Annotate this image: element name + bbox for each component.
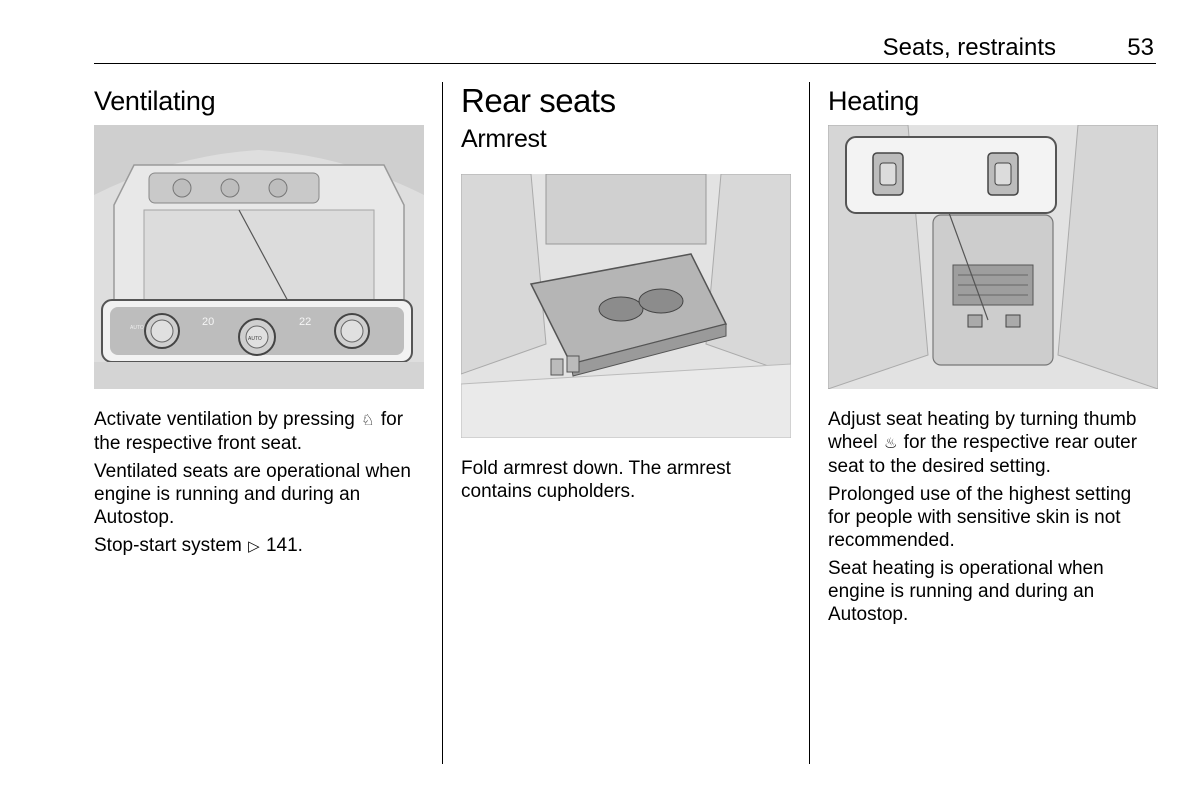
page-header — [94, 33, 1156, 64]
column-heating — [828, 82, 1158, 118]
col2-paragraph-1: Fold armrest down. The armrest contains cupholders. — [461, 458, 731, 502]
figure-rear-seat-heating-controls — [828, 125, 1158, 389]
figure-climate-control-panel — [94, 125, 424, 389]
figure-rear-armrest — [461, 174, 791, 438]
heading-rear-seats: Rear seats — [461, 82, 616, 119]
col2-paragraphs — [461, 457, 791, 503]
column-rear-seats — [461, 82, 791, 154]
heading-armrest: Armrest — [461, 125, 547, 153]
col1-paragraph-2: Ventilated seats are operational when engine is running and during an Autostop. — [94, 461, 411, 528]
seat-ventilation-icon: ♘ — [361, 412, 375, 429]
figure-auto-small: AUTO — [130, 325, 144, 331]
page-reference-icon: ▷ — [248, 538, 260, 555]
page-number: 53 — [1127, 34, 1154, 61]
figure-temp-right: 22 — [299, 316, 312, 328]
figure-auto-label: AUTO — [248, 336, 262, 342]
col1-p3-text-a: Stop-start system — [94, 535, 242, 556]
col3-paragraph-1 — [828, 408, 1158, 478]
column-divider-1 — [442, 82, 443, 764]
col3-paragraph-3: Seat heating is operational when engine is running and during an Autostop. — [828, 558, 1104, 625]
col3-paragraph-2: Prolonged use of the highest setting for people with sensitive skin is not recommended. — [828, 484, 1132, 551]
col1-p1-text-b: for the respective front seat. — [94, 409, 404, 454]
figure-temp-left: 20 — [202, 316, 215, 328]
col3-p1-text-a: Adjust seat heating by turning thumb wheel — [828, 409, 1137, 453]
column-divider-2 — [809, 82, 810, 764]
col1-p1-text-a: Activate ventilation by pressing — [94, 409, 355, 430]
col3-p1-text-b: for the respective rear outer seat to the desired setting. — [828, 432, 1138, 477]
heading-ventilating: Ventilating — [94, 86, 216, 116]
seat-heating-icon: ♨ — [883, 435, 898, 452]
heading-heating: Heating — [828, 86, 919, 116]
col1-p3-text-b: 141. — [265, 535, 303, 556]
col3-paragraphs — [828, 408, 1158, 626]
col1-paragraph-1 — [94, 408, 424, 455]
column-ventilating — [94, 82, 424, 118]
section-title: Seats, restraints — [882, 34, 1056, 61]
col1-paragraphs — [94, 408, 424, 558]
col1-paragraph-3 — [94, 534, 424, 558]
